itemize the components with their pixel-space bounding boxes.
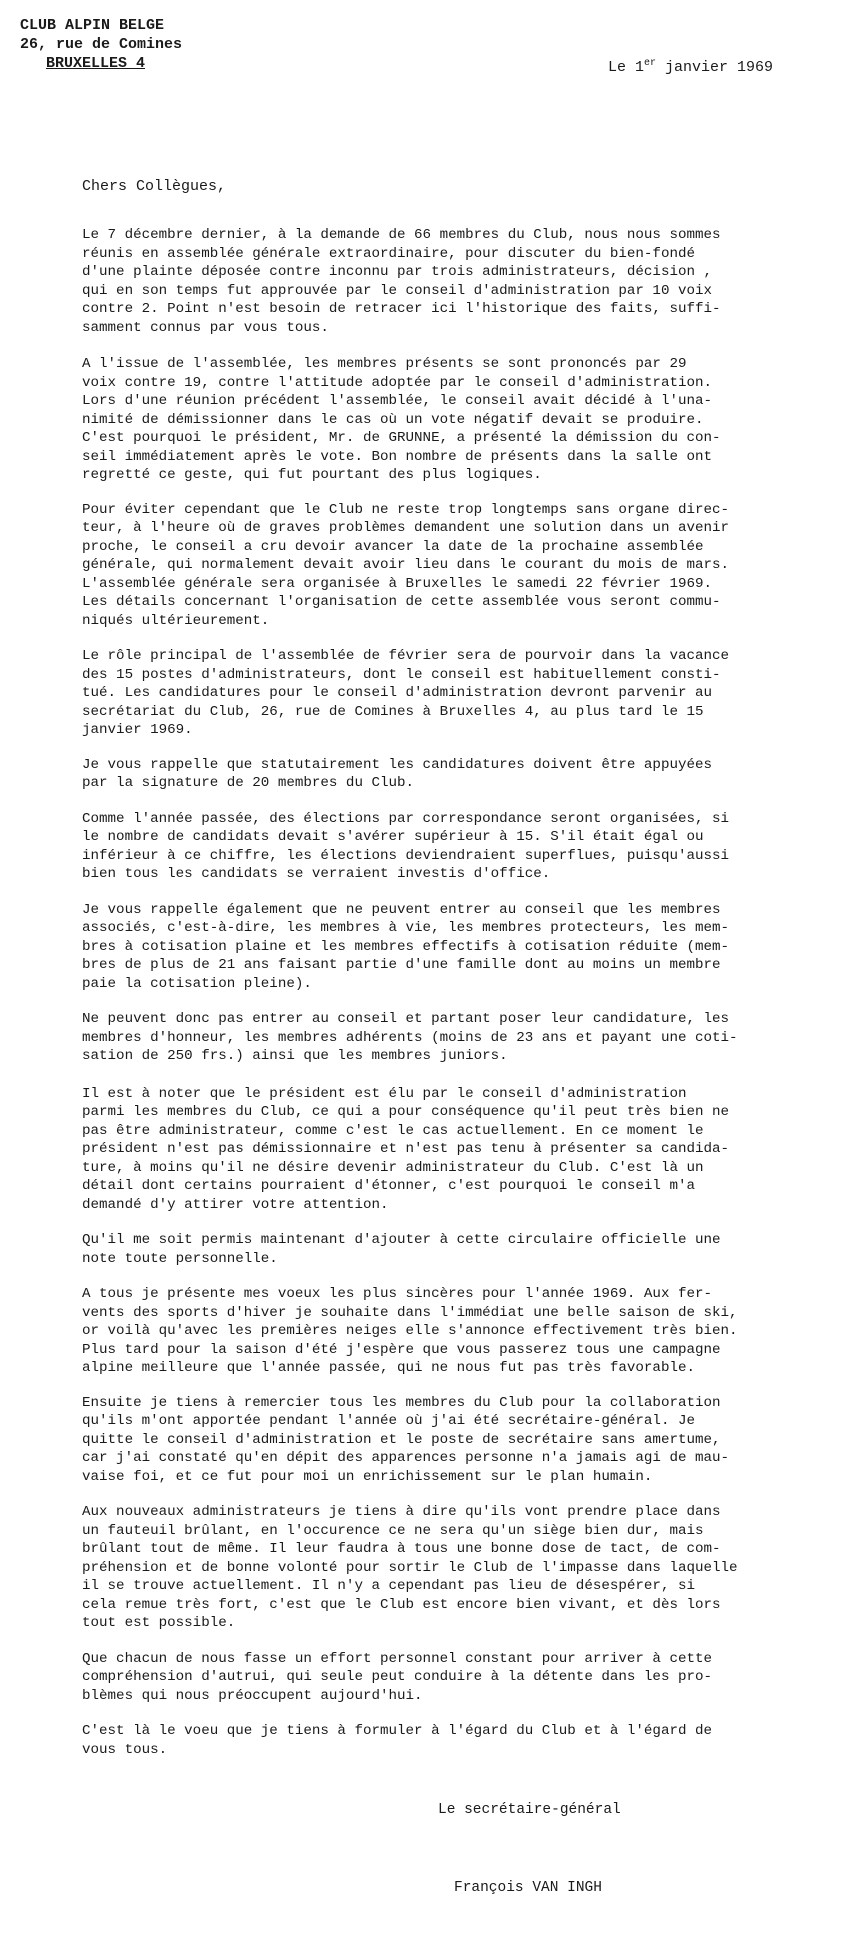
paragraph: Ensuite je tiens à remercier tous les membres du Club pour la collaboration qu'ils m'ont apportée pendant l'année où j'ai été secrétaire-général. Je quitte le conseil d'administration et le poste de secrétaire sans amertume, car j'ai constaté qu'en dépit des apparences personne n'a jamais agi de mau- vaise foi, et ce fut pour moi un enrichissement sur le plan humain. bbox=[82, 1394, 730, 1485]
paragraph: Je vous rappelle que statutairement les candidatures doivent être appuyées par la signature de 20 membres du Club. bbox=[82, 756, 713, 791]
letter-body bbox=[82, 226, 808, 1759]
date-suffix: janvier 1969 bbox=[656, 59, 774, 76]
letterhead-city: BRUXELLES 4 bbox=[46, 55, 146, 72]
letterhead-org: CLUB ALPIN BELGE bbox=[20, 17, 165, 34]
signature-title: Le secrétaire-général bbox=[438, 1802, 621, 1818]
paragraph: A tous je présente mes voeux les plus sincères pour l'année 1969. Aux fer- vents des sports d'hiver je souhaite dans l'immédiat une belle saison de ski, or voilà qu'avec les premières neiges elle s'annonce effectivement très bien. Plus tard pour la saison d'été j'espère que vous passerez tous une campagne alpine meilleure que l'année passée, qui ne nous fut pas très favorable. bbox=[82, 1286, 738, 1376]
paragraph: Pour éviter cependant que le Club ne reste trop longtemps sans organe direc- teur, à l'heure où de graves problèmes demandent une solution dans un avenir proche, le conseil a cru devoir avancer la date de la prochaine assemblée générale, qui normalement devait avoir lieu dans le courant du mois de mars. L'assemblée générale sera organisée à Bruxelles le samedi 22 février 1969. Les détails concernant l'organisation de cette assemblée vous seront commu- niqués ultérieurement. bbox=[82, 501, 730, 629]
letterhead bbox=[20, 16, 182, 73]
date-superscript: er bbox=[644, 58, 657, 69]
paragraph: Aux nouveaux administrateurs je tiens à dire qu'ils vont prendre place dans un fauteuil brûlant, en l'occurence ce ne sera qu'un siège bien dur, mais brûlant tout de même. Il leur faudra à tous une bonne dose de tact, de com- préhension et de bonne volonté pour sortir le Club de l'impasse dans laquelle il se trouve actuellement. Il n'y a cependant pas lieu de désespérer, si cela remue très fort, c'est que le Club est encore bien vivant, et dès lors tout est possible. bbox=[82, 1504, 738, 1631]
paragraph: C'est là le voeu que je tiens à formuler à l'égard du Club et à l'égard de vous tous. bbox=[82, 1723, 713, 1758]
paragraph: Je vous rappelle également que ne peuvent entrer au conseil que les membres associés, c'est-à-dire, les membres à vie, les membres protecteurs, les mem- bres à cotisation plaine et les membres effectifs à cotisation réduite (mem- bres de plus de 21 ans faisant partie d'une famille dont au moins un membre paie la cotisation pleine). bbox=[82, 901, 730, 992]
letter-date bbox=[608, 58, 773, 76]
paragraph: Que chacun de nous fasse un effort personnel constant pour arriver à cette compréhension d'autrui, qui seule peut conduire à la détente dans les pro- blèmes qui nous préoccupent aujourd'hui. bbox=[82, 1650, 713, 1704]
paragraph: A l'issue de l'assemblée, les membres présents se sont prononcés par 29 voix contre 19, contre l'attitude adoptée par le conseil d'administration. Lors d'une réunion précédent l'assemblée, le conseil avait décidé à l'una- nimité de démissionner dans le cas où un vote négatif devait se produire. C'est pourquoi le président, Mr. de GRUNNE, a présenté la démission du con- seil immédiatement après le vote. Bon nombre de présents dans la salle ont regretté ce geste, qui fut pourtant des plus logiques. bbox=[82, 356, 721, 483]
paragraph: Comme l'année passée, des élections par correspondance seront organisées, si le nombre de candidats devait s'avérer supérieur à 15. S'il était égal ou inférieur à ce chiffre, les élections deviendraient superflues, puisqu'aussi bien tous les candidats se verraient investis d'office. bbox=[82, 810, 730, 882]
letterhead-address: 26, rue de Comines bbox=[20, 36, 183, 53]
paragraph: Il est à noter que le président est élu par le conseil d'administration parmi les membres du Club, ce qui a pour conséquence qu'il peut très bien ne pas être administrateur, comme c'est le cas actuellement. En ce moment le président n'est pas démissionnaire et n'est pas tenu à présenter sa candida- ture, à moins qu'il ne désire devenir administrateur du Club. C'est là un détail dont certains pourraient d'étonner, c'est pourquoi le conseil m'a demandé d'y attirer votre attention. bbox=[82, 1085, 730, 1213]
paragraph: Ne peuvent donc pas entrer au conseil et partant poser leur candidature, les membres d'honneur, les membres adhérents (moins de 23 ans et payant une coti- sation de 250 frs.) ainsi que les membres juniors. bbox=[82, 1011, 738, 1064]
paragraph: Le rôle principal de l'assemblée de février sera de pourvoir dans la vacance des 15 postes d'administrateurs, dont le conseil est habituellement consti- tué. Les candidatures pour le conseil d'administration devront parvenir au secrétariat du Club, 26, rue de Comines à Bruxelles 4, au plus tard le 15 janvier 1969. bbox=[82, 648, 730, 738]
signature-name: François VAN INGH bbox=[454, 1880, 602, 1896]
date-prefix: Le 1 bbox=[608, 59, 645, 76]
paragraph: Le 7 décembre dernier, à la demande de 66 membres du Club, nous nous sommes réunis en assemblée générale extraordinaire, pour discuter du bien-fondé d'une plainte déposée contre inconnu par trois administrateurs, décision , qui en son temps fut approuvée par le conseil d'administration par 10 voix contre 2. Point n'est besoin de retracer ici l'historique des faits, suffi- samment connus par vous tous. bbox=[82, 227, 721, 336]
salutation: Chers Collègues, bbox=[82, 178, 227, 195]
signature-block bbox=[438, 1745, 621, 1953]
paragraph: Qu'il me soit permis maintenant d'ajouter à cette circulaire officielle une note toute personnelle. bbox=[82, 1232, 721, 1267]
